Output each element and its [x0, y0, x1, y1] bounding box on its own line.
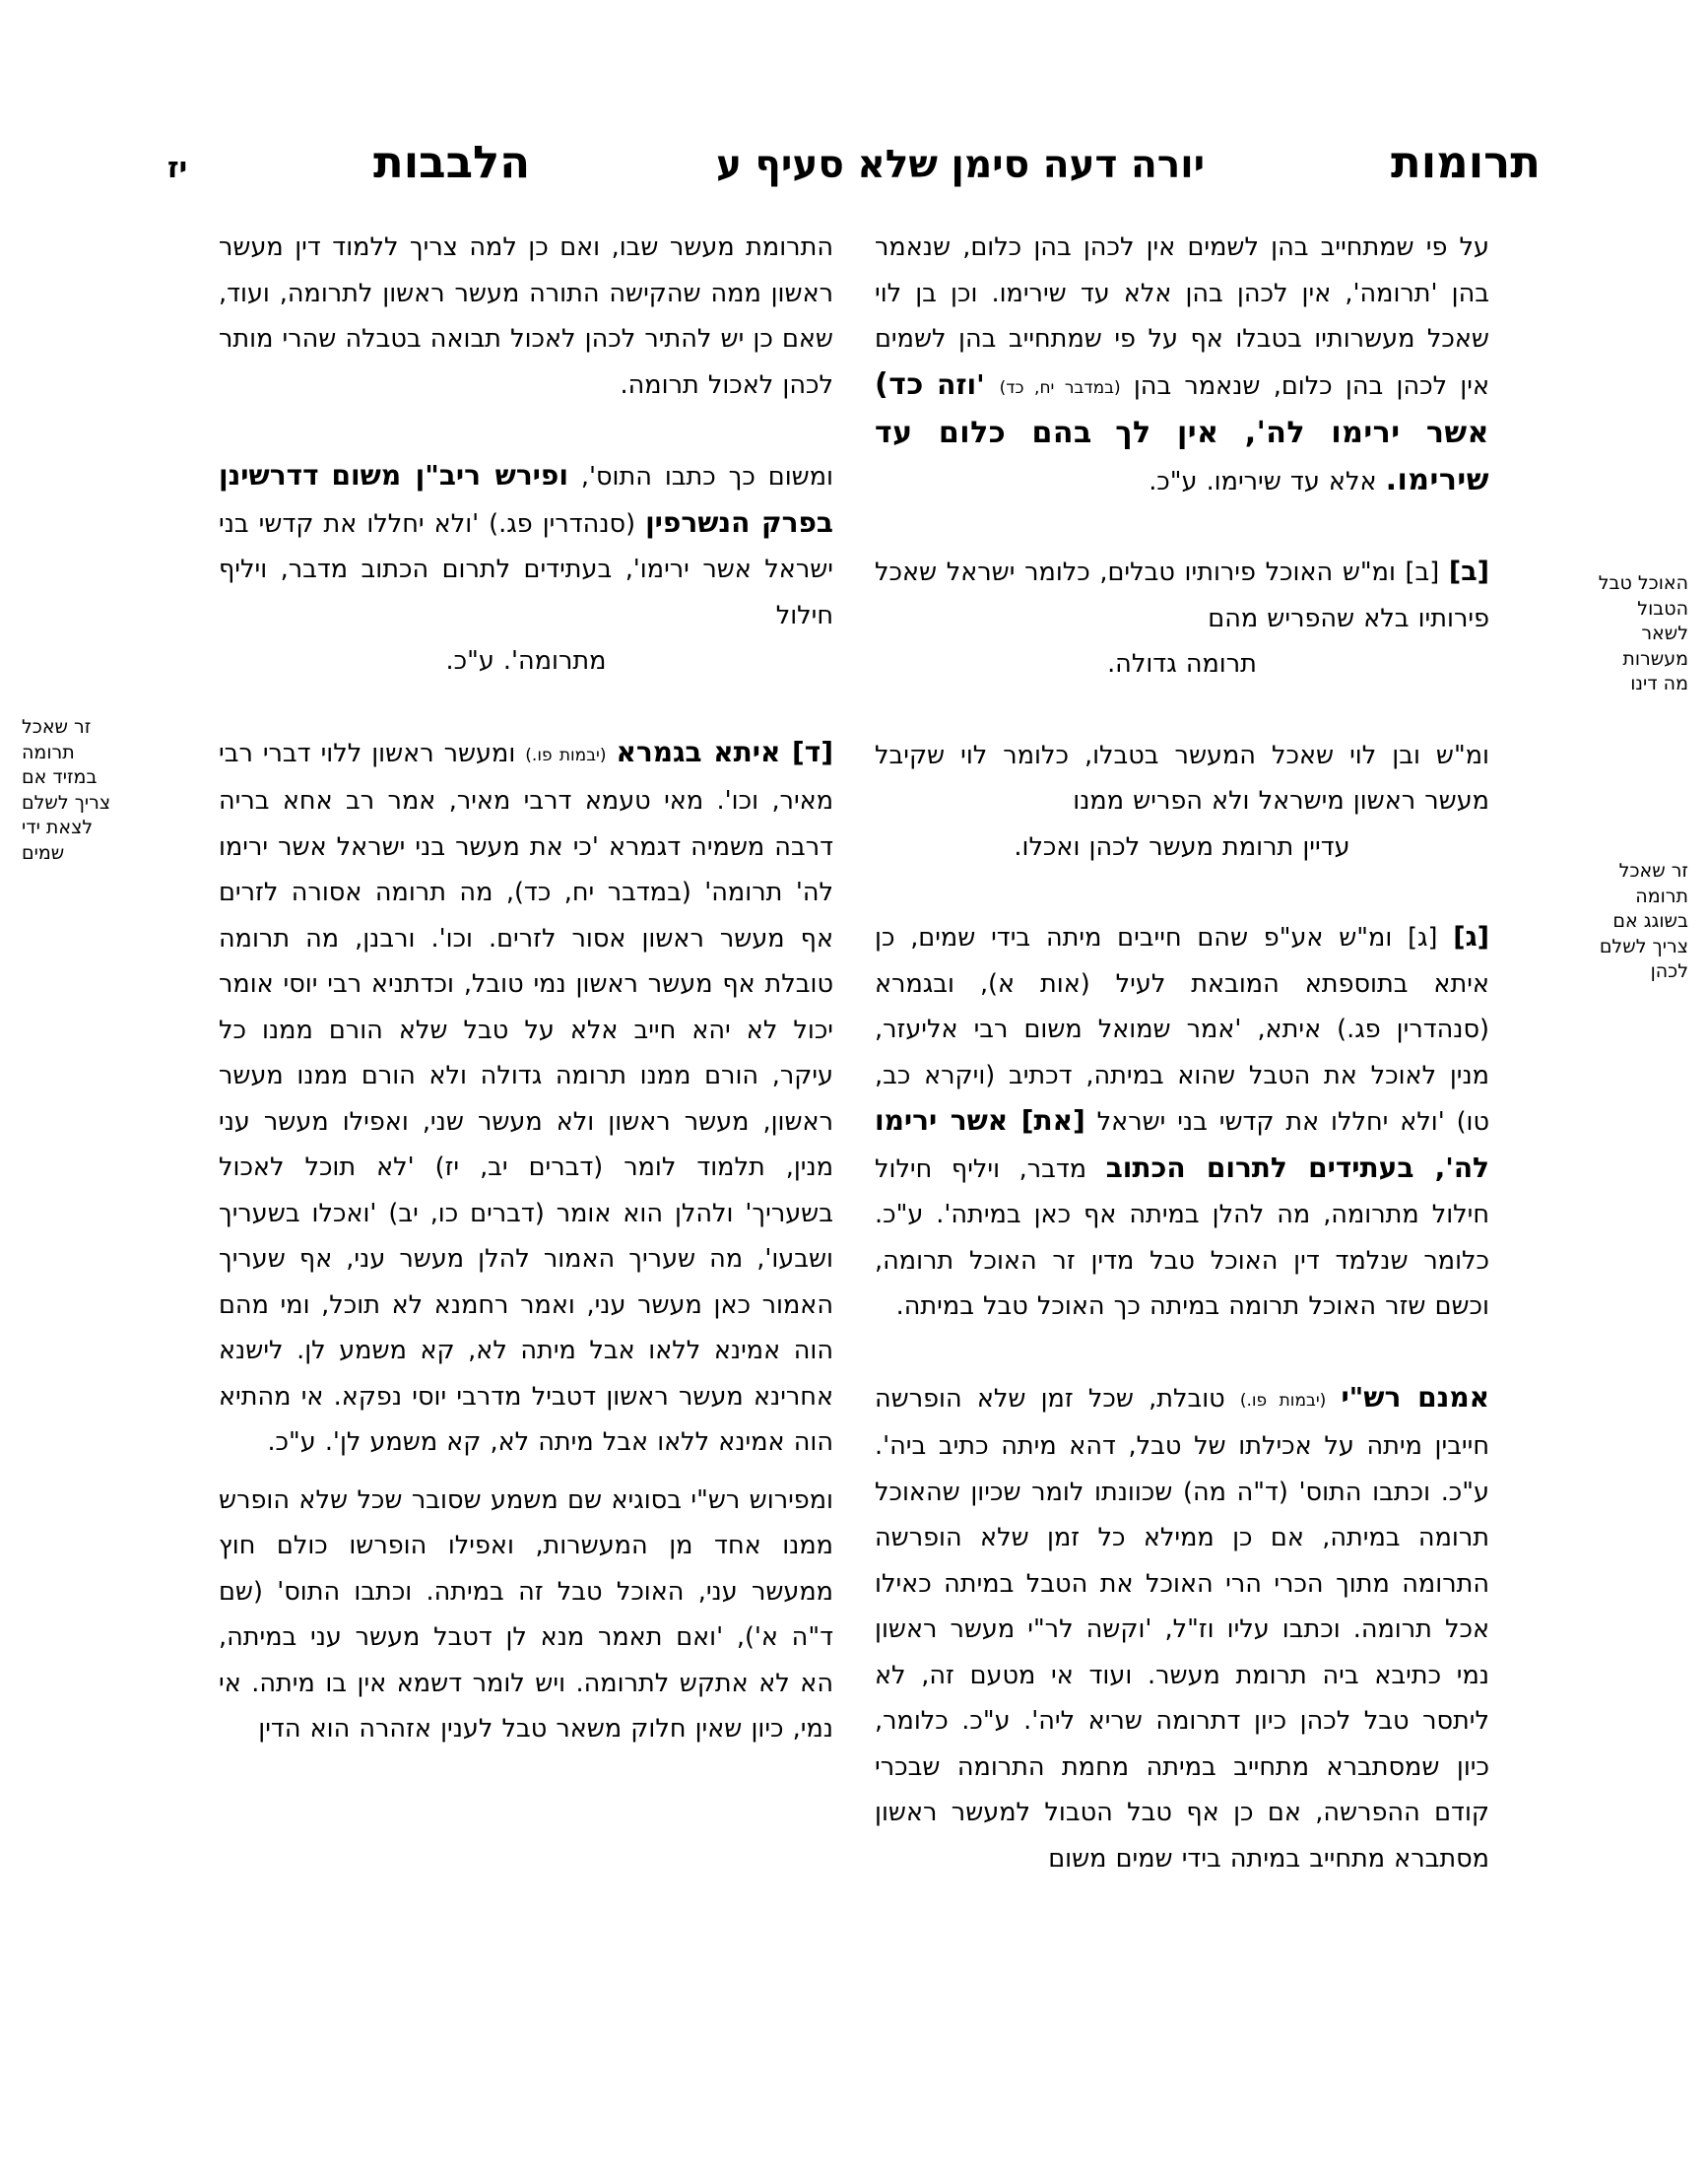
para-text: עני, אף שעריך האמור כאן מעשר עני, ואמר: [219, 1244, 833, 1320]
paragraph: [875, 1375, 1489, 1882]
para-text: על פי שמתחייב בהן לשמים אין לכהן בהן כלום,: [962, 232, 1489, 262]
commentary-source: דדרשינן בפרק הנשרפין: [219, 459, 833, 539]
paragraph: [219, 225, 833, 408]
para-text: וכתבו התוס' (ד"ה מה) שכוונתו לומר שכיון שהאוכל: [875, 1477, 1431, 1507]
para-text: טובל, וכדתניא רבי יוסי אומר יכול לא יהא חייב: [219, 969, 834, 1045]
para-text: דכתיב (ויקרא כב, טו) 'ולא יחללו את קדשי בני ישראל: [875, 1060, 1489, 1137]
para-text: פי שמתחייב בהן לשמים אין לכהן בהן כלום,: [875, 324, 1490, 401]
para-text: מתרומה'. ע"כ.: [445, 646, 607, 676]
para-text: שלא הופרש ממנו אחד מן המעשרות, ואפילו: [219, 1484, 834, 1560]
para-text: התרומת מעשר שבו, ואם כן למה צריך ללמוד דין: [295, 232, 833, 262]
para-text: [ב] ומ"ש האוכל פירותיו טבלים, כלומר: [1024, 558, 1440, 587]
block-spacer: [219, 685, 833, 730]
para-text: ראשון, מעשר ראשון ולא מעשר שני, ואפילו: [342, 1106, 833, 1137]
paragraph-closing-line: [875, 824, 1489, 871]
para-text: במיתה אף כאן במיתה'. ע"כ. כלומר שנלמד דין: [875, 1200, 1490, 1276]
scripture-quote: 'וזה: [937, 367, 1000, 401]
para-text: האוכל תרומה במיתה כך האוכל טבל במיתה.: [895, 1291, 1377, 1321]
block-spacer: [875, 504, 1489, 550]
para-text: 'וקשה לר"י מעשר ראשון נמי כתיבא ביה תרומת: [875, 1614, 1490, 1690]
para-text: כיון שאין חלוק משאר טבל לענין אזהרה הוא הדין: [258, 1714, 784, 1744]
para-text: ומ"ש ובן לוי שאכל המעשר בטבלו, כלומר: [1003, 740, 1489, 770]
para-text: אלא על טבל שלא הורם ממנו כל עיקר, הורם: [219, 1015, 833, 1090]
para-text: קודם ההפרשה, אם כן אף טבל הטבול למעשר: [951, 1798, 1489, 1827]
para-text: האוכל טבל מדין זר האוכל תרומה, וכשם שזר: [875, 1245, 1489, 1321]
para-text: טובלת, שכל זמן שלא הופרשה חייבין מיתה על: [875, 1383, 1489, 1461]
paragraph: [219, 1478, 833, 1752]
para-text: במיתה. וכתבו התוס' (שם ד"ה א'), 'ואם תאמר: [219, 1576, 833, 1652]
para-text: שמסתברא מתחייב במיתה מחמת התרומה שבכרי: [875, 1751, 1440, 1782]
paragraph-opener: [ד] איתא בגמרא: [616, 735, 834, 768]
column-right: [875, 225, 1489, 2055]
paragraph-closing-line: [219, 638, 833, 685]
para-text: משמיה דגמרא 'כי את מעשר בני ישראל אשר: [278, 831, 765, 862]
paragraph: [875, 550, 1489, 641]
paragraph-opener: אמנם רש"י: [1341, 1380, 1490, 1414]
para-text: ראשון מסתברא מתחייב במיתה בידי שמים משום: [875, 1798, 1489, 1874]
block-spacer: [875, 1330, 1489, 1375]
para-text: שירימו. וכן בן לוי שאכל מעשרותיו בטבלו אף על: [875, 278, 1489, 354]
margin-note-left-1: זר שאכל תרומה במזיד אם צריך לשלם לצאת ידי שמים: [22, 716, 111, 864]
para-text: ישראל שאכל פירותיו בלא שהפריש מהם: [875, 558, 1489, 633]
block-spacer: [219, 408, 833, 453]
para-text: ירימו לה' תרומה' (במדבר יח, כד), מה תרומה: [219, 831, 833, 907]
page-header: [167, 136, 1541, 205]
para-text: ומפירוש רש"י בסוגיא שם משמע שסובר שכל: [357, 1484, 833, 1515]
para-text: כיון דתרומה שריא ליה'. ע"כ. כלומר, כיון: [875, 1706, 1489, 1782]
section-marker: [ג]: [1453, 922, 1490, 953]
para-text: (סנהדרין פג.) 'ולא יחללו את קדשי בני ישראל אשר: [219, 508, 833, 584]
para-text: ומעשר ראשון ללוי דברי רבי מאיר, וכו'. מאי: [219, 738, 834, 816]
paragraph: [219, 730, 833, 1466]
para-text: מדבר, ויליף חילול חילול מתרומה, מה להלן: [875, 1153, 1490, 1229]
para-text: אליעזר, מנין לאוכל את הטבל שהוא במיתה,: [875, 1015, 1489, 1090]
para-text: שמים, כן איתא בתוספתא המובאת לעיל (אות א),: [875, 923, 1489, 999]
section-marker: [ב]: [1448, 557, 1490, 587]
header-source-reference: יורה דעה סימן שלא סעיף ע: [716, 143, 1206, 187]
para-text: מעשר ראשון ממה שהקישה התורה מעשר ראשון: [219, 232, 834, 308]
paragraph: [875, 915, 1489, 1330]
folio-number: יז: [167, 151, 188, 184]
para-text: ירימו', בעתידים לתרום הכתוב מדבר, ויליף חילול: [219, 555, 833, 630]
para-text: ובגמרא (סנהדרין פג.) איתא, 'אמר שמואל משום רבי: [875, 968, 1489, 1044]
para-text: ומשום כך כתבו התוס',: [580, 462, 833, 492]
para-text: הופרשו כולם חוץ ממעשר עני, האוכל טבל זה: [219, 1531, 834, 1607]
para-text: הופרשה התרומה מתוך הכרי הרי האוכל את: [875, 1523, 1490, 1599]
commentary-attribution: ופירש ריב"ן משום: [331, 459, 568, 492]
paragraph: [219, 453, 833, 638]
block-spacer: [219, 1466, 833, 1478]
para-text: הטבל במיתה כאילו אכל תרומה. וכתבו עליו וז"ל,: [875, 1568, 1489, 1644]
body-columns-area: [219, 225, 1489, 2055]
para-text: לתרומה. ויש לומר דשמא אין בו מיתה. אי נמי,: [219, 1668, 833, 1744]
para-text: לתרומה, ועוד, שאם כן יש להתיר לכהן לאכול: [219, 278, 833, 354]
para-text: מיתה לא, קא משמע לן. לישנא אחרינא מעשר: [219, 1336, 834, 1412]
para-text: ממנו תרומה גדולה ולא הורם ממנו מעשר: [219, 1061, 691, 1090]
scripture-quote: [את] אשר ירימו לה', בעתידים לתרום הכתוב: [875, 1104, 1489, 1184]
column-left: [219, 225, 833, 2055]
paragraph: [875, 733, 1489, 824]
para-text: [ג] ומ"ש אע"פ שהם חייבים מיתה בידי: [991, 923, 1438, 953]
para-text: אלא עד שירימו. ע"כ.: [1149, 466, 1377, 496]
source-citation: (במדבר יח, כד): [999, 377, 1121, 398]
para-text: תרומה גדולה.: [1107, 649, 1257, 679]
block-spacer: [875, 870, 1489, 915]
para-text: אמינא ללאו אבל מיתה לא, קא משמע לן'. ע"כ.: [267, 1427, 785, 1457]
margin-note-right-1: האוכל טבל הטבול לשאר מעשרות מה דינו: [1598, 572, 1688, 694]
para-text: מנא לן דטבל מעשר עני במיתה, הא לא אתקש: [219, 1622, 834, 1698]
block-spacer: [875, 688, 1489, 733]
verse-opener: כד) אשר ירימו לה', אין לך: [875, 366, 1489, 450]
para-text: עדיין תרומת מעשר לכהן ואכלו.: [1014, 831, 1350, 862]
header-tractate-word: תרומות: [1390, 136, 1541, 188]
para-text: בשעריך ושבעו', מה שעריך האמור להלן מעשר: [219, 1198, 833, 1274]
para-text: ורבנן, מה תרומה טובלת אף מעשר ראשון נמי: [219, 923, 833, 999]
para-text: תבואה בטבלה שהרי מותר לכהן לאכול תרומה.: [219, 324, 833, 400]
para-text: אכילתו של טבל, דהא מיתה כתיב ביה'. ע"כ.: [875, 1431, 1489, 1507]
para-text: שנאמר בהן: [1120, 370, 1261, 401]
para-text: רחמנא לא תוכל, ומי מהם הוה אמינא ללאו אבל: [219, 1289, 834, 1365]
para-text: מעשר עני מנין, תלמוד לומר (דברים יב, יז) 'לא תוכל: [219, 1106, 834, 1182]
para-text: שנאמר בהן 'תרומה', אין לכהן בהן אלא עד: [875, 232, 1489, 308]
page-title: הלבבות: [372, 136, 531, 188]
margin-note-right-2: זר שאכל תרומה בשוגג אם צריך לשלם לכהן: [1599, 860, 1688, 982]
para-text: מעשר. ועוד אי מטעם זה, לא ליתסר טבל לכהן: [875, 1660, 1490, 1736]
para-text: ראשון דטביל מדרבי יוסי נפקא. אי מהתיא הוה: [219, 1381, 833, 1457]
paragraph-closing-line: [875, 641, 1489, 688]
paragraph: [875, 225, 1489, 504]
para-text: טעמא דרבי מאיר, אמר רב אחא בריה דרבה: [219, 786, 834, 862]
source-citation: (יבמות פו.): [525, 745, 607, 765]
source-citation: (יבמות פו.): [1239, 1390, 1327, 1411]
verse-continuation: בהם כלום עד שירימו.: [875, 416, 1489, 497]
para-text: תרומה במיתה, אם כן ממילא כל זמן שלא: [980, 1523, 1490, 1552]
para-text: לאכול בשעריך' ולהלן הוא אומר (דברים כו, יב) 'ואכלו: [219, 1152, 833, 1228]
para-text: לוי שקיבל מעשר ראשון מישראל ולא הפריש ממנו: [875, 740, 1489, 816]
para-text: אסורה לזרים אף מעשר ראשון אסור לזרים. וכו'.: [219, 878, 834, 954]
